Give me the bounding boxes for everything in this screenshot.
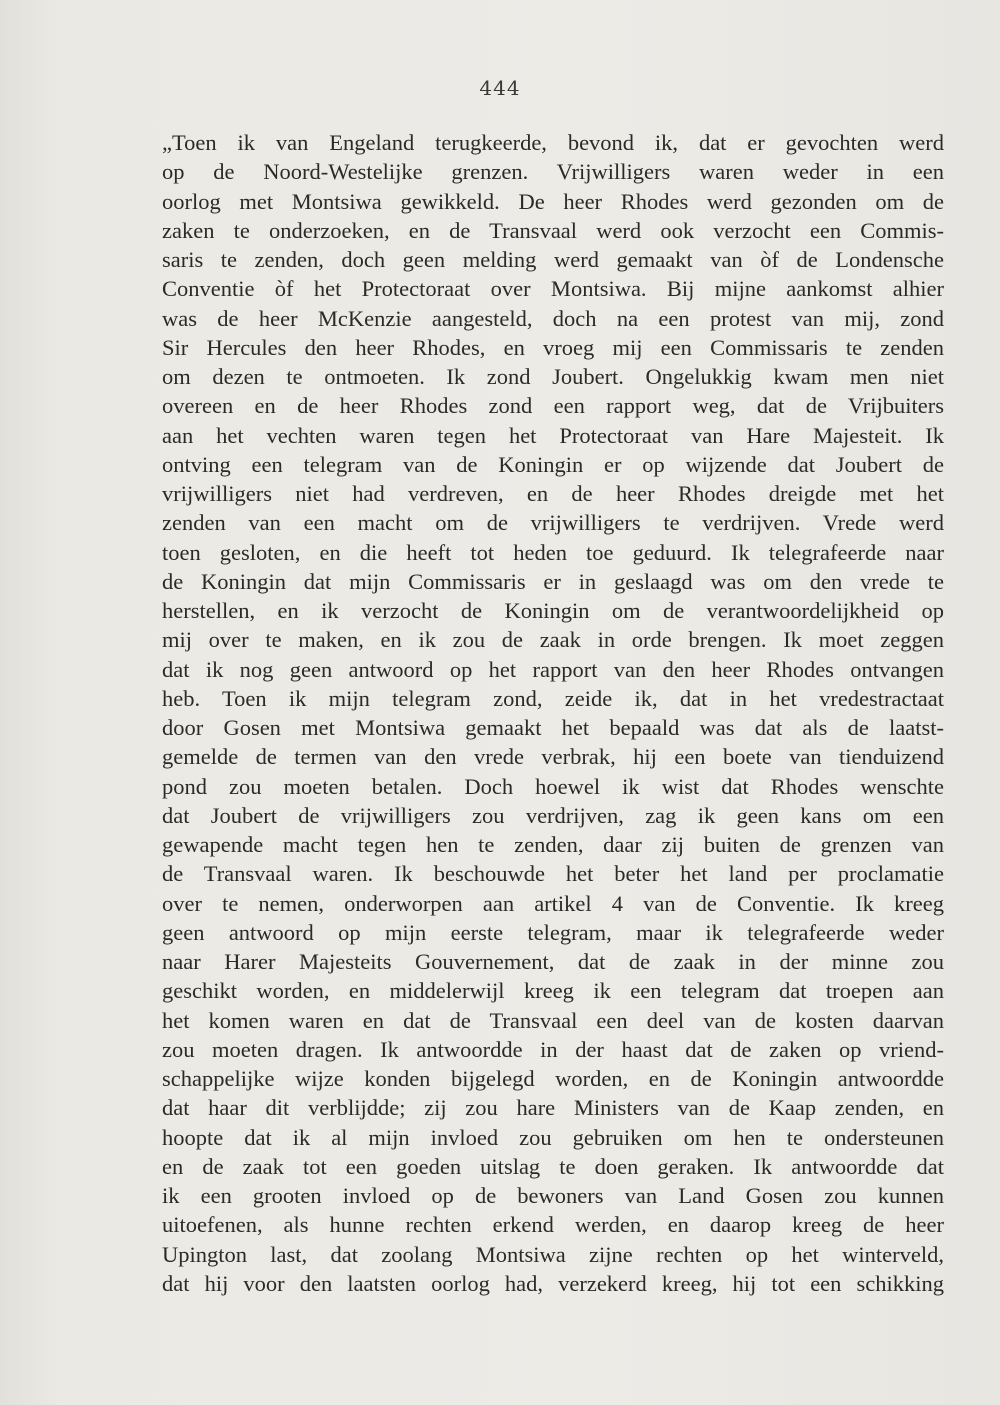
text-line: pond zou moeten betalen. Doch hoewel ik wist dat Rhodes wenschte <box>162 773 944 799</box>
text-line: was de heer McKenzie aangesteld, doch na een protest van mij, zond <box>162 305 944 331</box>
text-line: oorlog met Montsiwa gewikkeld. De heer Rhodes werd gezonden om de <box>162 188 944 214</box>
text-line: de Transvaal waren. Ik beschouwde het beter het land per proclamatie <box>162 861 944 887</box>
text-line: zaken te onderzoeken, en de Transvaal werd ook verzocht een Commis- <box>162 217 944 243</box>
text-line: over te nemen, onderworpen aan artikel 4 van de Conventie. Ik kreeg <box>162 890 944 916</box>
text-line: overeen en de heer Rhodes zond een rapport weg, dat de Vrijbuiters <box>162 393 944 419</box>
text-line: geschikt worden, en middelerwijl kreeg ik een telegram dat troepen aan <box>162 978 944 1004</box>
text-line: toen gesloten, en die heeft tot heden toe geduurd. Ik telegrafeerde naar <box>162 539 944 565</box>
text-line: Sir Hercules den heer Rhodes, en vroeg mij een Commissaris te zenden <box>162 334 944 360</box>
text-line: door Gosen met Montsiwa gemaakt het bepaald was dat als de laatst- <box>162 715 944 740</box>
text-line: gemelde de termen van den vrede verbrak, hij een boete van tienduizend <box>162 744 944 770</box>
text-line: mij over te maken, en ik zou de zaak in orde brengen. Ik moet zeggen <box>162 627 944 653</box>
text-line: gewapende macht tegen hen te zenden, daar zij buiten de grenzen van <box>162 832 944 857</box>
text-line: om dezen te ontmoeten. Ik zond Joubert. Ongelukkig kwam men niet <box>162 364 944 389</box>
text-line: heb. Toen ik mijn telegram zond, zeide ik, dat in het vredestractaat <box>162 685 944 711</box>
text-line: zenden van een macht om de vrijwilligers te verdrijven. Vrede werd <box>162 510 944 536</box>
text-line: Upington last, dat zoolang Montsiwa zijne rechten op het winterveld, <box>162 1241 944 1267</box>
text-line: vrijwilligers niet had verdreven, en de heer Rhodes dreigde met het <box>162 481 944 506</box>
text-line: aan het vechten waren tegen het Protectoraat van Hare Majesteit. Ik <box>162 422 944 448</box>
text-line: uitoefenen, als hunne rechten erkend werden, en daarop kreeg de heer <box>162 1212 944 1238</box>
body-text <box>162 128 944 1298</box>
text-line: schappelijke wijze konden bijgelegd worden, en de Koningin antwoordde <box>162 1066 944 1091</box>
text-line: en de zaak tot een goeden uitslag te doen geraken. Ik antwoordde dat <box>162 1153 944 1179</box>
text-line: herstellen, en ik verzocht de Koningin om de verantwoordelijkheid op <box>162 598 944 623</box>
page-number: 444 <box>479 76 521 100</box>
text-line: „Toen ik van Engeland terugkeerde, bevond ik, dat er gevochten werd <box>162 130 944 155</box>
text-line: dat hij voor den laatsten oorlog had, verzekerd kreeg, hij tot een schikking <box>162 1270 944 1296</box>
text-line: Conventie òf het Protectoraat over Montsiwa. Bij mijne aankomst alhier <box>162 276 944 302</box>
text-line: dat haar dit verblijdde; zij zou hare Ministers van de Kaap zenden, en <box>162 1095 944 1121</box>
text-line: zou moeten dragen. Ik antwoordde in der haast dat de zaken op vriend- <box>162 1036 944 1062</box>
text-line: naar Harer Majesteits Gouvernement, dat de zaak in der minne zou <box>162 949 944 974</box>
text-line: dat Joubert de vrijwilligers zou verdrijven, zag ik geen kans om een <box>162 802 944 828</box>
text-line: de Koningin dat mijn Commissaris er in geslaagd was om den vrede te <box>162 568 944 594</box>
text-line: ontving een telegram van de Koningin er op wijzende dat Joubert de <box>162 451 944 477</box>
text-line: dat ik nog geen antwoord op het rapport van den heer Rhodes ontvangen <box>162 656 944 682</box>
text-line: ik een grooten invloed op de bewoners van Land Gosen zou kunnen <box>162 1183 944 1208</box>
text-line: saris te zenden, doch geen melding werd gemaakt van òf de Londensche <box>162 247 944 272</box>
text-line: geen antwoord op mijn eerste telegram, maar ik telegrafeerde weder <box>162 919 944 945</box>
text-line: het komen waren en dat de Transvaal een deel van de kosten daarvan <box>162 1007 944 1033</box>
text-line: hoopte dat ik al mijn invloed zou gebruiken om hen te ondersteunen <box>162 1124 944 1150</box>
text-line: op de Noord-Westelijke grenzen. Vrijwilligers waren weder in een <box>162 159 944 185</box>
